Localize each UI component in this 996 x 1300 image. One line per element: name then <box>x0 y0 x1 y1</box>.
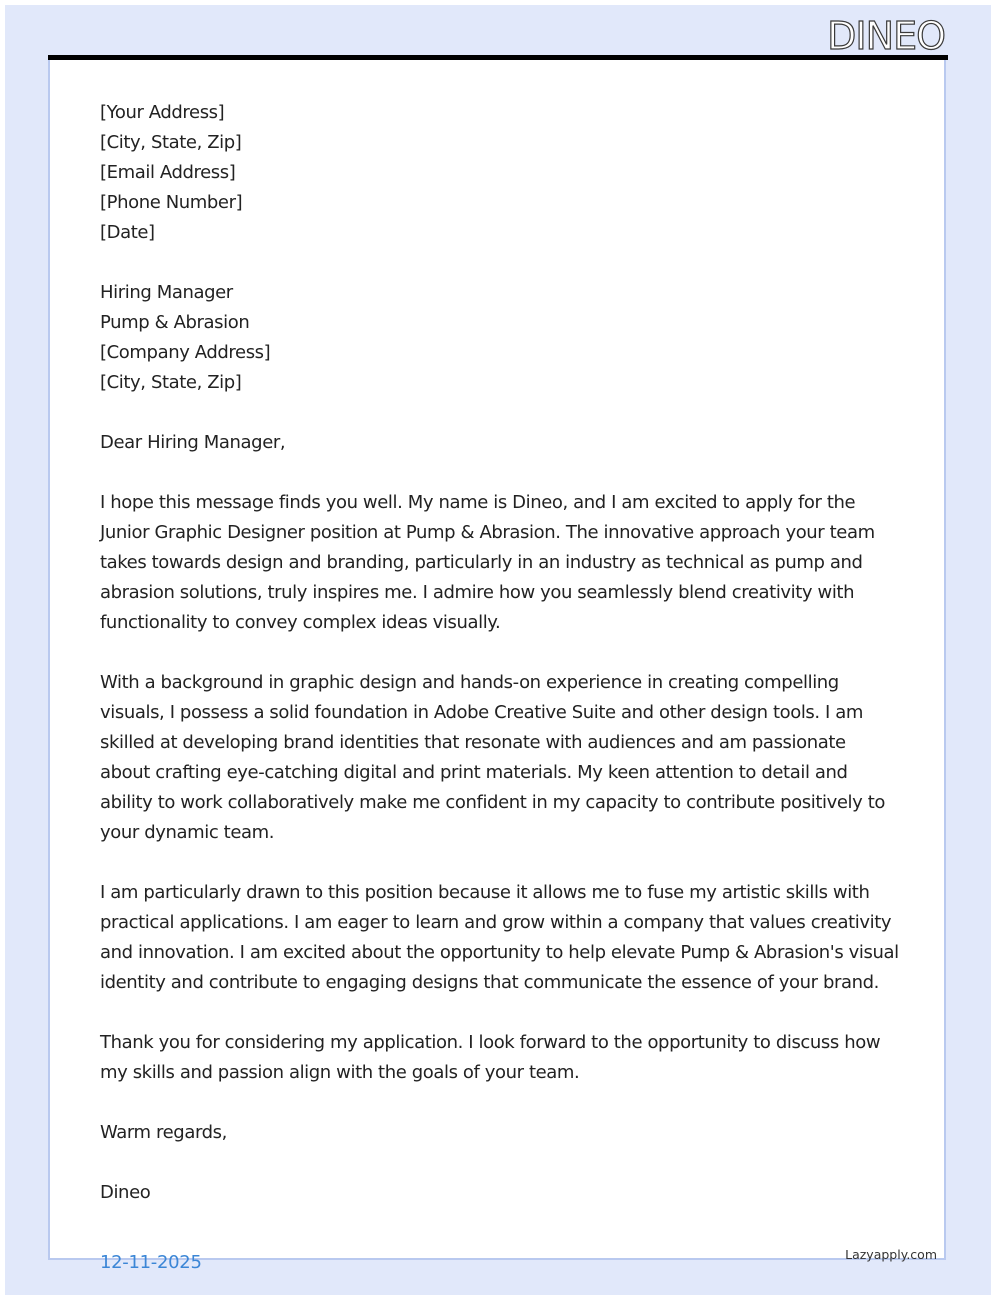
spacer <box>100 458 900 488</box>
signature: Dineo <box>100 1182 151 1203</box>
sender-address: [Your Address] <box>100 102 225 123</box>
sender-block <box>100 98 900 248</box>
sender-date: [Date] <box>100 222 155 243</box>
salutation: Dear Hiring Manager, <box>100 432 286 453</box>
sender-email: [Email Address] <box>100 162 236 183</box>
body-paragraph-2: With a background in graphic design and hands-on experience in creating compelling visuals, I possess a solid foundation in Adobe Creative Suite and other design tools. I am skilled at developing brand identities that resonate with audiences and am passionate about crafting eye-catching digital and print materials. My keen attention to detail and ability to work collaboratively make me confident in my capacity to contribute positively to your dynamic team. <box>100 672 886 843</box>
recipient-city-state-zip: [City, State, Zip] <box>100 372 242 393</box>
spacer <box>100 848 900 878</box>
spacer <box>100 1148 900 1178</box>
cover-letter-body <box>100 98 900 1208</box>
sender-phone: [Phone Number] <box>100 192 243 213</box>
footer-site-credit: Lazyapply.com <box>845 1247 937 1262</box>
recipient-address: [Company Address] <box>100 342 271 363</box>
spacer <box>100 1088 900 1118</box>
body-paragraph-3: I am particularly drawn to this position because it allows me to fuse my artistic skills with practical applications. I am eager to learn and grow within a company that values creativity and innovation. I am excited about the opportunity to help elevate Pump & Abrasion's visual identity and contribute to engaging designs that communicate the essence of your brand. <box>100 882 899 993</box>
spacer <box>100 998 900 1028</box>
body-paragraph-1: I hope this message finds you well. My name is Dineo, and I am excited to apply for the Junior Graphic Designer position at Pump & Abrasion. The innovative approach your team takes towards design and branding, particularly in an industry as technical as pump and abrasion solutions, truly inspires me. I admire how you seamlessly blend creativity with functionality to convey complex ideas visually. <box>100 492 875 633</box>
spacer <box>100 248 900 278</box>
sender-city-state-zip: [City, State, Zip] <box>100 132 242 153</box>
footer-date: 12-11-2025 <box>100 1252 202 1273</box>
brand-name: DINEO <box>827 14 945 58</box>
closing: Warm regards, <box>100 1122 227 1143</box>
spacer <box>100 398 900 428</box>
recipient-title: Hiring Manager <box>100 282 233 303</box>
recipient-block <box>100 278 900 398</box>
recipient-company: Pump & Abrasion <box>100 312 250 333</box>
spacer <box>100 638 900 668</box>
body-paragraph-4: Thank you for considering my application. I look forward to the opportunity to discuss how my skills and passion align with the goals of your team. <box>100 1032 881 1083</box>
header-divider <box>48 55 948 60</box>
